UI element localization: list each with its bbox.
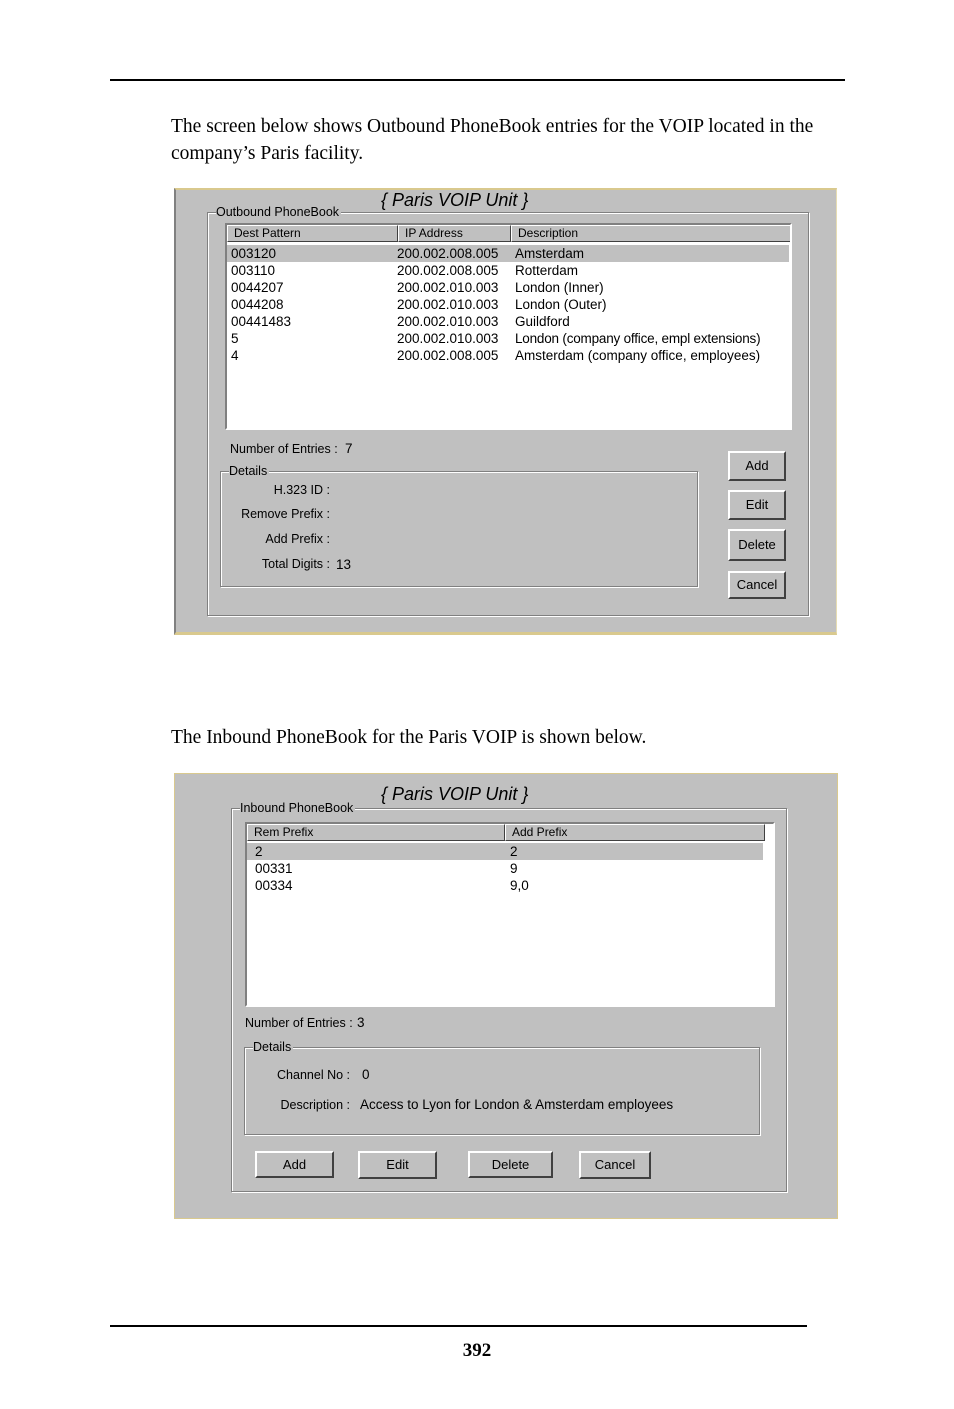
description-cell: Amsterdam (company office, employees) bbox=[515, 348, 761, 363]
dest-pattern-cell: 00441483 bbox=[231, 314, 292, 329]
column-header-add-prefix[interactable]: Add Prefix bbox=[505, 824, 765, 841]
ip-address-cell: 200.002.008.005 bbox=[397, 263, 499, 278]
outbound-details-label: Details bbox=[229, 464, 268, 478]
ip-address-cell: 200.002.008.005 bbox=[397, 348, 499, 363]
inbound-edit-button[interactable]: Edit bbox=[358, 1151, 437, 1179]
add-prefix-cell: 9 bbox=[510, 861, 518, 876]
channel-no-value: 0 bbox=[362, 1067, 370, 1082]
rem-prefix-cell: 00334 bbox=[255, 878, 293, 893]
inbound-list[interactable] bbox=[245, 822, 775, 1007]
table-row[interactable] bbox=[227, 313, 789, 330]
table-row[interactable] bbox=[247, 843, 763, 860]
remove-prefix-label: Remove Prefix : bbox=[241, 507, 330, 521]
outbound-cancel-button[interactable]: Cancel bbox=[728, 571, 786, 599]
table-row[interactable] bbox=[227, 245, 789, 262]
dest-pattern-cell: 0044207 bbox=[231, 280, 284, 295]
add-prefix-label: Add Prefix : bbox=[265, 532, 330, 546]
dest-pattern-cell: 0044208 bbox=[231, 297, 284, 312]
ip-address-cell: 200.002.010.003 bbox=[397, 280, 499, 295]
outbound-add-button[interactable]: Add bbox=[728, 451, 786, 481]
total-digits-value: 13 bbox=[336, 557, 352, 572]
column-header-description[interactable]: Description bbox=[511, 225, 791, 242]
table-row[interactable] bbox=[227, 262, 789, 279]
total-digits-label: Total Digits : bbox=[261, 557, 330, 571]
inbound-delete-button[interactable]: Delete bbox=[468, 1151, 553, 1178]
outbound-unit-title: { Paris VOIP Unit } bbox=[381, 190, 529, 210]
description-cell: London (Outer) bbox=[515, 297, 607, 312]
description-cell: London (Inner) bbox=[515, 280, 604, 295]
table-row[interactable] bbox=[227, 330, 789, 347]
ip-address-cell: 200.002.010.003 bbox=[397, 314, 499, 329]
outbound-edit-button[interactable]: Edit bbox=[728, 490, 786, 520]
description-label: Description : bbox=[280, 1098, 350, 1112]
inbound-phonebook-window bbox=[174, 773, 838, 1219]
description-cell: Amsterdam bbox=[515, 246, 585, 261]
inbound-group-label: Inbound PhoneBook bbox=[240, 801, 354, 815]
ip-address-cell: 200.002.010.003 bbox=[397, 331, 499, 346]
inbound-cancel-button[interactable]: Cancel bbox=[579, 1151, 651, 1179]
table-row[interactable] bbox=[227, 279, 789, 296]
outbound-delete-button[interactable]: Delete bbox=[728, 529, 786, 561]
rem-prefix-cell: 2 bbox=[255, 844, 263, 859]
column-header-dest-pattern[interactable]: Dest Pattern bbox=[227, 225, 398, 242]
intro-outbound-text: The screen below shows Outbound PhoneBook entries for the VOIP located in the company’s Paris facility. bbox=[171, 116, 814, 164]
column-header-ip-address[interactable]: IP Address bbox=[398, 225, 511, 242]
page-number: 392 bbox=[462, 1340, 492, 1361]
table-row[interactable] bbox=[227, 296, 789, 313]
ip-address-cell: 200.002.010.003 bbox=[397, 297, 499, 312]
outbound-group-label: Outbound PhoneBook bbox=[216, 205, 340, 219]
table-row[interactable] bbox=[227, 347, 789, 364]
inbound-entries-value: 3 bbox=[357, 1015, 365, 1030]
outbound-entries-value: 7 bbox=[345, 441, 353, 456]
inbound-add-button[interactable]: Add bbox=[255, 1151, 334, 1178]
channel-no-label: Channel No : bbox=[277, 1068, 350, 1082]
description-cell: London (company office, empl extensions) bbox=[515, 331, 761, 346]
dest-pattern-cell: 5 bbox=[231, 331, 239, 346]
dest-pattern-cell: 003120 bbox=[231, 246, 277, 261]
outbound-list[interactable] bbox=[225, 223, 792, 430]
description-value: Access to Lyon for London & Amsterdam employees bbox=[360, 1097, 674, 1112]
table-row[interactable] bbox=[247, 877, 763, 894]
inbound-unit-title: { Paris VOIP Unit } bbox=[381, 784, 529, 804]
description-cell: Guildford bbox=[515, 314, 570, 329]
description-cell: Rotterdam bbox=[515, 263, 579, 278]
intro-inbound-text: The Inbound PhoneBook for the Paris VOIP is shown below. bbox=[171, 727, 647, 748]
h323-id-label: H.323 ID : bbox=[273, 483, 330, 497]
footer-rule bbox=[110, 1325, 807, 1327]
outbound-entries-label: Number of Entries : bbox=[230, 442, 338, 456]
add-prefix-cell: 2 bbox=[510, 844, 518, 859]
dest-pattern-cell: 4 bbox=[231, 348, 239, 363]
add-prefix-cell: 9,0 bbox=[510, 878, 529, 893]
column-header-rem-prefix[interactable]: Rem Prefix bbox=[247, 824, 505, 841]
ip-address-cell: 200.002.008.005 bbox=[397, 246, 499, 261]
table-row[interactable] bbox=[247, 860, 763, 877]
inbound-entries-label: Number of Entries : bbox=[245, 1016, 353, 1030]
rem-prefix-cell: 00331 bbox=[255, 861, 293, 876]
outbound-phonebook-window bbox=[174, 188, 837, 635]
header-rule bbox=[110, 79, 845, 81]
inbound-details-label: Details bbox=[253, 1040, 292, 1054]
inbound-details-group bbox=[244, 1040, 760, 1135]
dest-pattern-cell: 003110 bbox=[231, 263, 276, 278]
